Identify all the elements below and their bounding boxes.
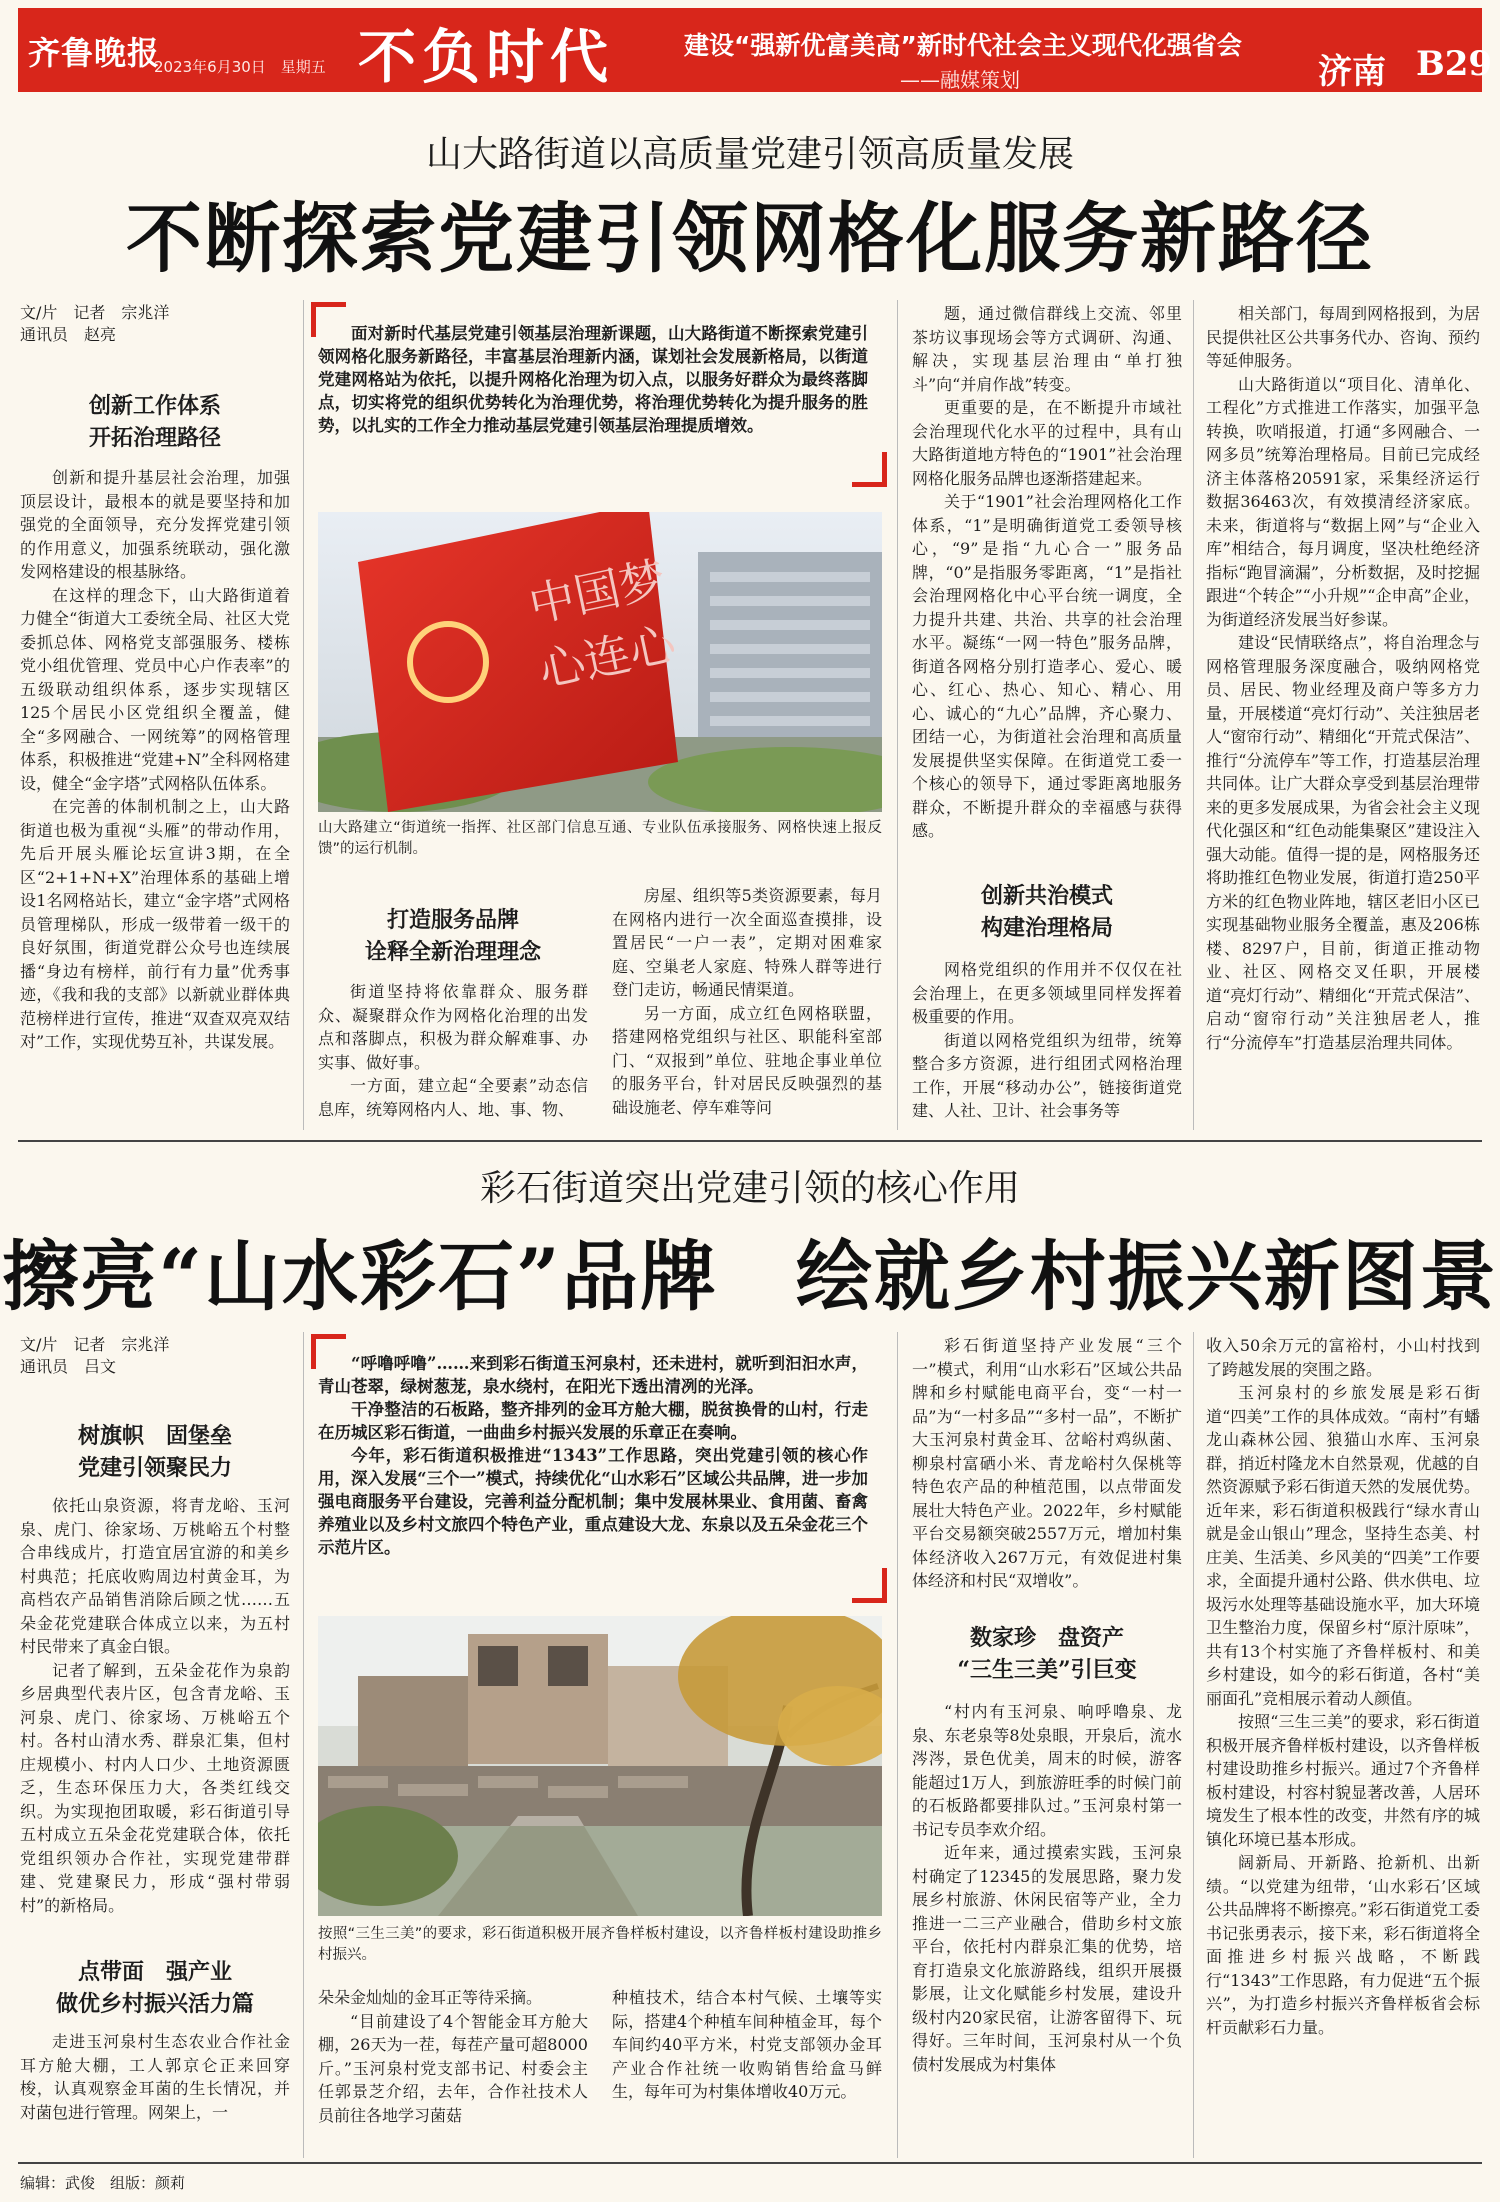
section-city: 济南 xyxy=(1318,52,1386,92)
article1-headline: 不断探索党建引领网格化服务新路径 xyxy=(126,194,1374,283)
article1-column-3: 房屋、组织等5类资源要素，每月在网格内进行一次全面巡查摸排，设置居民“一户一表”，定期对困难家庭、空巢老人家庭、特殊人群等进行登门走访，畅通民情渠道。 另一方面，成立红色网格联盟，搭建网格党组织与社区、职能科室部门、“双报到”单位、驻地企事业单位的服务平台，针对居民反映强烈的基础设施老、停车难等问 xyxy=(612,886,882,1117)
issue-date: 2023年6月30日 星期五 xyxy=(154,58,326,76)
article1-column-4b: 网格党组织的作用并不仅仅在社会治理上，在更多领域里同样发挥着极重要的作用。 街道以网格党组织为纽带，统筹整合多方资源，进行组团式网格治理工作，开展“移动办公”，链接街道党建、人社、卫计、社会事务等 xyxy=(912,960,1182,1120)
article2-section-heading-2: 点带面 强产业 做优乡村振兴活力篇 xyxy=(55,1959,254,2017)
article-separator xyxy=(18,1140,1482,1142)
article2-column-1b: 走进玉河泉村生态农业合作社金耳方舱大棚，工人郭京仑正来回穿梭，认真观察金耳菌的生长情况，并对菌包进行管理。网架上，一 xyxy=(20,2032,290,2122)
footer-rule xyxy=(18,2162,1482,2164)
article2-photo xyxy=(318,1616,882,1916)
page-number: B29 xyxy=(1416,44,1493,84)
article2-headline: 擦亮“山水彩石”品牌 绘就乡村振兴新图景 xyxy=(2,1232,1498,1321)
column-title: 不负时代 xyxy=(358,23,615,91)
article2-column-4: 彩石街道坚持产业发展“三个一”模式，利用“山水彩石”区域公共品牌和乡村赋能电商平台，变“一村一品”为“一村多品”“多村一品”，不断扩大玉河泉村黄金耳、岔峪村鸡纵菌、柳泉村富硒小米、青龙峪村久保桃等特色农产品的种植范围，以点带面发展壮大特色产业。2022年，乡村赋能平台交易额突破2557万元，增加村集体经济收入267万元，有效促进村集体经济和村民“双增收”。 xyxy=(912,1336,1182,1590)
column-divider xyxy=(303,300,304,1130)
article2-photo-caption: 按照“三生三美”的要求，彩石街道积极开展齐鲁样板村建设，以齐鲁样板村建设助推乡村振兴。 xyxy=(318,1926,882,1963)
article2-column-2: 朵朵金灿灿的金耳正等待采摘。 “目前建设了4个智能金耳方舱大棚，26天为一茬，每茬产量可超8000斤。”玉河泉村党支部书记、村委会主任郭景芝介绍，去年，合作社技术人员前往各地学习菌菇 xyxy=(318,1988,588,2125)
newspaper-logo: 齐鲁晚报 xyxy=(28,34,161,72)
article2-column-5: 收入50余万元的富裕村，小山村找到了跨越发展的突围之路。 玉河泉村的乡旅发展是彩石街道“四美”工作的具体成效。“南村”有蟠龙山森林公园、狼猫山水库、玉河泉群，捎近村隆龙木自然景观，优越的自然资源赋予彩石街道天然的发展优势。近年来，彩石街道积极践行“绿水青山就是金山银山”理念，坚持生态美、村庄美、生活美、乡风美的“四美”工作要求，全面提升通村公路、供水供电、垃圾污水处理等基础设施水平，加大环境卫生整治力度，保留乡村“原汁原味”，共有13个村实施了齐鲁样板村、和美乡村建设，如今的彩石街道，各村“美丽面孔”竞相展示着动人颜值。 按照“三生三美”的要求，彩石街道积极开展齐鲁样板村建设，以齐鲁样板村建设助推乡村振兴。通过7个齐鲁样板村建设，村容村貌显著改善，人居环境发生了根本性的改变，井然有序的城镇化环境已基本形成。 阔新局、开新路、抢新机、出新绩。“以党建为纽带，‘山水彩石’区域公共品牌将不断擦亮。”彩石街道党工委书记张勇表示，接下来，彩石街道将全面推进乡村振兴战略，不断践行“1343”工作思路，有力促进“五个振兴”，为打造乡村振兴齐鲁样板省会标杆贡献彩石力量。 xyxy=(1206,1336,1480,2037)
party-sign-photo xyxy=(318,512,882,812)
photo-sign-text-1: 中国梦 xyxy=(524,551,671,633)
article1-column-5: 相关部门，每周到网格报到，为居民提供社区公共事务代办、咨询、预约等延伸服务。 山大路街道以“项目化、清单化、工程化”方式推进工作落实，加强平急转换，吹哨报道，打通“多网融合、一网多员”统筹治理格局。目前已完成经济主体落格20591家，采集经济运行数据36463次，有效摸清经济家底。未来，街道将与“数据上网”与“企业入库”相结合，每月调度，坚决杜绝经济指标“跑冒滴漏”，分析数据，及时挖掘跟进“个转企”“小升规”“企申高”企业，为街道经济发展当好参谋。 建设“民情联络点”，将自治理念与网格管理服务深度融合，吸纳网格党员、居民、物业经理及商户等多方力量，开展楼道“亮灯行动”、关注独居老人“窗帘行动”、精细化“开荒式保洁”、推行“分流停车”等工作，打造基层治理共同体。让广大群众享受到基层治理带来的更多发展成果，为省会社会主义现代化强区和“红色动能集聚区”建设注入强大动能。值得一提的是，网格服务还将助推红色物业发展，街道打造250平方米的红色物业阵地，辖区老旧小区已实现基础物业服务全覆盖，惠及206栋楼、8297户，目前，街道正推动物业、社区、网格交叉任职，开展楼道“亮灯行动”、精细化“开荒式保洁”、启动“窗帘行动”关注独居老人，推行“分流停车”打造基层治理共同体。 xyxy=(1206,304,1480,1052)
article1-photo xyxy=(318,512,882,812)
article1-byline: 文/片 记者 宗兆洋 通讯员 赵亮 xyxy=(20,303,170,344)
article1-column-4: 题，通过微信群线上交流、邻里茶坊议事现场会等方式调研、沟通、解决，实现基层治理由“单打独斗”向“并肩作战”转变。 更重要的是，在不断提升市域社会治理现代化水平的过程中，具有山大路街道地方特色的“1901”社会治理网格化服务品牌也逐渐搭建起来。 关于“1901”社会治理网格化工作体系，“1”是明确街道党工委领导核心，“9”是指“九心合一”服务品牌，“0”是指服务零距离，“1”是指社会治理网格化中心平台统一调度，全力提升共建、共治、共享的社会治理水平。凝练“一网一特色”服务品牌，街道各网格分别打造孝心、爱心、暖心、红心、热心、知心、精心、用心、诚心的“九心”品牌，齐心聚力、团结一心，为街道社会治理和高质量发展提供坚实保障。在街道党工委一个核心的领导下，通过零距离地服务群众，不断提升群众的幸福感与获得感。 xyxy=(912,304,1182,840)
article2-section-heading-1: 树旗帜 固堡垒 党建引领聚民力 xyxy=(77,1423,232,1481)
column-divider xyxy=(897,300,898,1130)
article1-section-heading-2: 打造服务品牌 诠释全新治理理念 xyxy=(364,907,541,965)
article2-byline: 文/片 记者 宗兆洋 通讯员 吕文 xyxy=(20,1335,170,1376)
masthead-banner xyxy=(18,8,1493,92)
article1-lead: 面对新时代基层党建引领基层治理新课题，山大路街道不断探索党建引领网格化服务新路径，丰富基层治理新内涵，谋划社会发展新格局，以街道党建网格站为依托，以提升网格化治理为切入点，以服务好群众为最终落脚点，切实将党的组织优势转化为治理优势，将治理优势转化为提升服务的胜势，以扎实的工作全力推动基层党建引领基层治理提质增效。 xyxy=(318,324,868,435)
photo-sign-text-2: 心连心 xyxy=(534,616,681,698)
article2-section-heading-3: 数家珍 盘资产 “三生三美”引巨变 xyxy=(957,1625,1137,1683)
column-divider xyxy=(303,1332,304,2158)
article2-column-3: 种植技术，结合本村气候、土壤等实际，搭建4个种植车间种植金耳，每个车间约40平方米，村党支部领办金耳产业合作社统一收购销售给盒马鲜生，每年可为村集体增收40万元。 xyxy=(612,1988,882,2101)
article2-column-4b: “村内有玉河泉、响呼噜泉、龙泉、东老泉等8处泉眼，开泉后，流水涔涔，景色优美，周末的时候，游客能超过1万人，到旅游旺季的时候门前的石板路都要排队过。”玉河泉村第一书记专员李欢介绍。 近年来，通过摸索实践，玉河泉村确定了12345的发展思路，聚力发展乡村旅游、休闲民宿等产业，全力推进一二三产业融合，借助乡村文旅平台，依托村内群泉汇集的优势，培育打造泉文化旅游路线，组织开展摄影展，让文化赋能乡村发展，建设升级村内20家民宿，让游客留得下、玩得好。三年时间，玉河泉村从一个负债村发展成为村集体 xyxy=(912,1702,1182,2074)
article1-section-heading-3: 创新共治模式 构建治理格局 xyxy=(980,883,1113,941)
column-divider xyxy=(897,1332,898,2158)
column-divider xyxy=(1193,1332,1194,2158)
article1-kicker: 山大路街道以高质量党建引领高质量发展 xyxy=(425,134,1074,175)
campaign-title: 建设“强新优富美高”新时代社会主义现代化强省会 xyxy=(684,31,1242,60)
editor-credits: 编辑：武俊 组版：颜莉 xyxy=(20,2174,186,2192)
article2-lead: “呼噜呼噜”……来到彩石街道玉河泉村，还未进村，就听到汩汩水声，青山苍翠，绿树葱茏，泉水绕村，在阳光下透出清冽的光泽。 干净整洁的石板路，整齐排列的金耳方舱大棚，脱贫换骨的山村，行走在历城区彩石街道，一曲曲乡村振兴发展的乐章正在奏响。 今年，彩石街道积极推进“1343”工作思路，突出党建引领的核心作用，深入发展“三个一”模式，持续优化“山水彩石”区域公共品牌，进一步加强电商服务平台建设，完善利益分配机制；集中发展林果业、食用菌、畜禽养殖业以及乡村文旅四个特色产业，重点建设大龙、东泉以及五朵金花三个示范片区。 xyxy=(318,1354,868,1557)
article1-column-2: 街道坚持将依靠群众、服务群众、凝聚群众作为网格化治理的出发点和落脚点，积极为群众解难事、办实事、做好事。 一方面，建立起“全要素”动态信息库，统筹网格内人、地、事、物、 xyxy=(318,982,588,1119)
article2-column-1: 依托山泉资源，将青龙峪、玉河泉、虎门、徐家场、万桃峪五个村整合串线成片，打造宜居宜游的和美乡村典范；托底收购周边村黄金耳，为高档农产品销售消除后顾之忧……五朵金花党建联合体成立以来，为五村村民带来了真金白银。 记者了解到，五朵金花作为泉韵乡居典型代表片区，包含青龙峪、玉河泉、虎门、徐家场、万桃峪五个村。各村山清水秀、群泉汇集，但村庄规模小、村内人口少、土地资源匮乏，生态环保压力大，各类红线交织。为实现抱团取暖，彩石街道引导五村成立五朵金花党建联合体，依托党组织领办合作社，实现党建带群建、党建聚民力，形成“强村带弱村”的新格局。 xyxy=(20,1496,290,1915)
article1-photo-caption: 山大路建立“街道统一指挥、社区部门信息互通、专业队伍承接服务、网格快速上报反馈”的运行机制。 xyxy=(318,820,882,857)
article1-column-1: 创新和提升基层社会治理，加强顶层设计，最根本的就是要坚持和加强党的全面领导，充分发挥党建引领的作用意义，加强系统联动，强化激发网格建设的根基脉络。 在这样的理念下，山大路街道着力健全“街道大工委统全局、社区大党委抓总体、网格党支部强服务、楼栋党小组优管理、党员中心户作表率”的五级联动组织体系，逐步实现辖区125个居民小区党组织全覆盖，健全“多网融合、一网统筹”的网格管理体系，积极推进“党建+N”全科网格建设，健全“金字塔”式网格队伍体系。 在完善的体制机制之上，山大路街道也极为重视“头雁”的带动作用，先后开展头雁论坛宣讲3期，在全区“2+1+N+X”治理体系的基础上增设1名网格站长，建立“金字塔”式网格员管理梯队，形成一级带着一级干的良好氛围，街道党群公众号也连续展播“身边有榜样，前行有力量”优秀事迹，《我和我的支部》以新就业群体典范榜样进行宣传，推进“双查双亮双结对”工作，实现优势互补，共谋发展。 xyxy=(20,468,290,1051)
village-photo xyxy=(318,1616,882,1916)
article1-section-heading-1: 创新工作体系 开拓治理路径 xyxy=(88,393,221,451)
campaign-subtitle: ——融媒策划 xyxy=(900,68,1020,92)
column-divider xyxy=(1193,300,1194,1130)
article2-kicker: 彩石街道突出党建引领的核心作用 xyxy=(479,1168,1020,1209)
